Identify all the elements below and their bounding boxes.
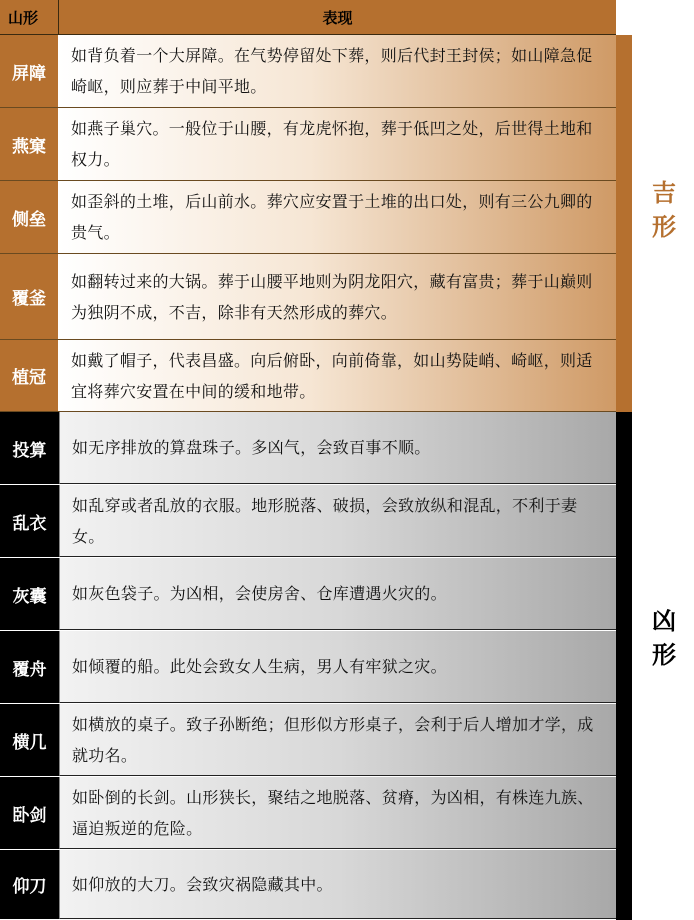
shape-name: 覆舟 — [0, 631, 59, 703]
shape-description: 如戴了帽子，代表昌盛。向后俯卧，向前倚靠，如山势陡峭、崎岖，则适宜将葬穴安置在中间的缓和地带。 — [59, 340, 616, 411]
shape-name: 横几 — [0, 704, 59, 776]
shape-name: 卧剑 — [0, 777, 59, 849]
inauspicious-label: 凶 形 — [652, 607, 676, 669]
shape-name: 乱衣 — [0, 485, 59, 557]
table-row — [0, 412, 616, 485]
shape-description: 如乱穿或者乱放的衣服。地形脱落、破损，会致放纵和混乱，不利于妻女。 — [59, 485, 616, 557]
shape-name: 覆釜 — [0, 254, 59, 339]
shape-name: 燕窠 — [0, 108, 59, 180]
header-description: 表现 — [322, 8, 353, 27]
shape-description: 如翻转过来的大锅。葬于山腰平地则为阴龙阳穴，藏有富贵；葬于山巅则为独阴不成，不吉，除非有天然形成的葬穴。 — [59, 254, 616, 339]
table-row — [0, 254, 616, 340]
shape-description: 如歪斜的土堆，后山前水。葬穴应安置于土堆的出口处，则有三公九卿的贵气。 — [59, 181, 616, 253]
inauspicious-side-bar — [616, 412, 632, 920]
table-row — [0, 631, 616, 704]
shape-description: 如无序排放的算盘珠子。多凶气，会致百事不顺。 — [59, 412, 616, 484]
table-row — [0, 777, 616, 850]
table-row — [0, 181, 616, 254]
table-row — [0, 704, 616, 777]
table-row — [0, 485, 616, 558]
shape-name: 侧垒 — [0, 181, 59, 253]
table-row — [0, 850, 616, 920]
shape-description: 如背负着一个大屏障。在气势停留处下葬，则后代封王封侯；如山障急促崎岖，则应葬于中间平地。 — [59, 35, 616, 107]
table-header — [0, 0, 616, 35]
table-row — [0, 340, 616, 412]
shape-name: 仰刀 — [0, 850, 59, 919]
table-row — [0, 35, 616, 108]
shape-name: 屏障 — [0, 35, 59, 107]
auspicious-label: 吉 形 — [652, 179, 676, 241]
shape-description: 如横放的桌子。致子孙断绝；但形似方形桌子，会利于后人增加才学，成就功名。 — [59, 704, 616, 776]
shape-description: 如仰放的大刀。会致灾祸隐藏其中。 — [59, 850, 616, 919]
table-row — [0, 558, 616, 631]
auspicious-side-bar — [616, 35, 632, 412]
shape-name: 投算 — [0, 412, 59, 484]
shape-description: 如灰色袋子。为凶相，会使房舍、仓库遭遇火灾的。 — [59, 558, 616, 630]
shape-description: 如卧倒的长剑。山形狭长，聚结之地脱落、贫瘠，为凶相，有株连九族、逼迫叛逆的危险。 — [59, 777, 616, 849]
shape-description: 如倾覆的船。此处会致女人生病，男人有牢狱之灾。 — [59, 631, 616, 703]
shape-name: 灰囊 — [0, 558, 59, 630]
table-row — [0, 108, 616, 181]
shape-description: 如燕子巢穴。一般位于山腰，有龙虎怀抱，葬于低凹之处，后世得土地和权力。 — [59, 108, 616, 180]
shape-name: 植冠 — [0, 340, 59, 411]
header-mountain-shape: 山形 — [0, 0, 59, 34]
